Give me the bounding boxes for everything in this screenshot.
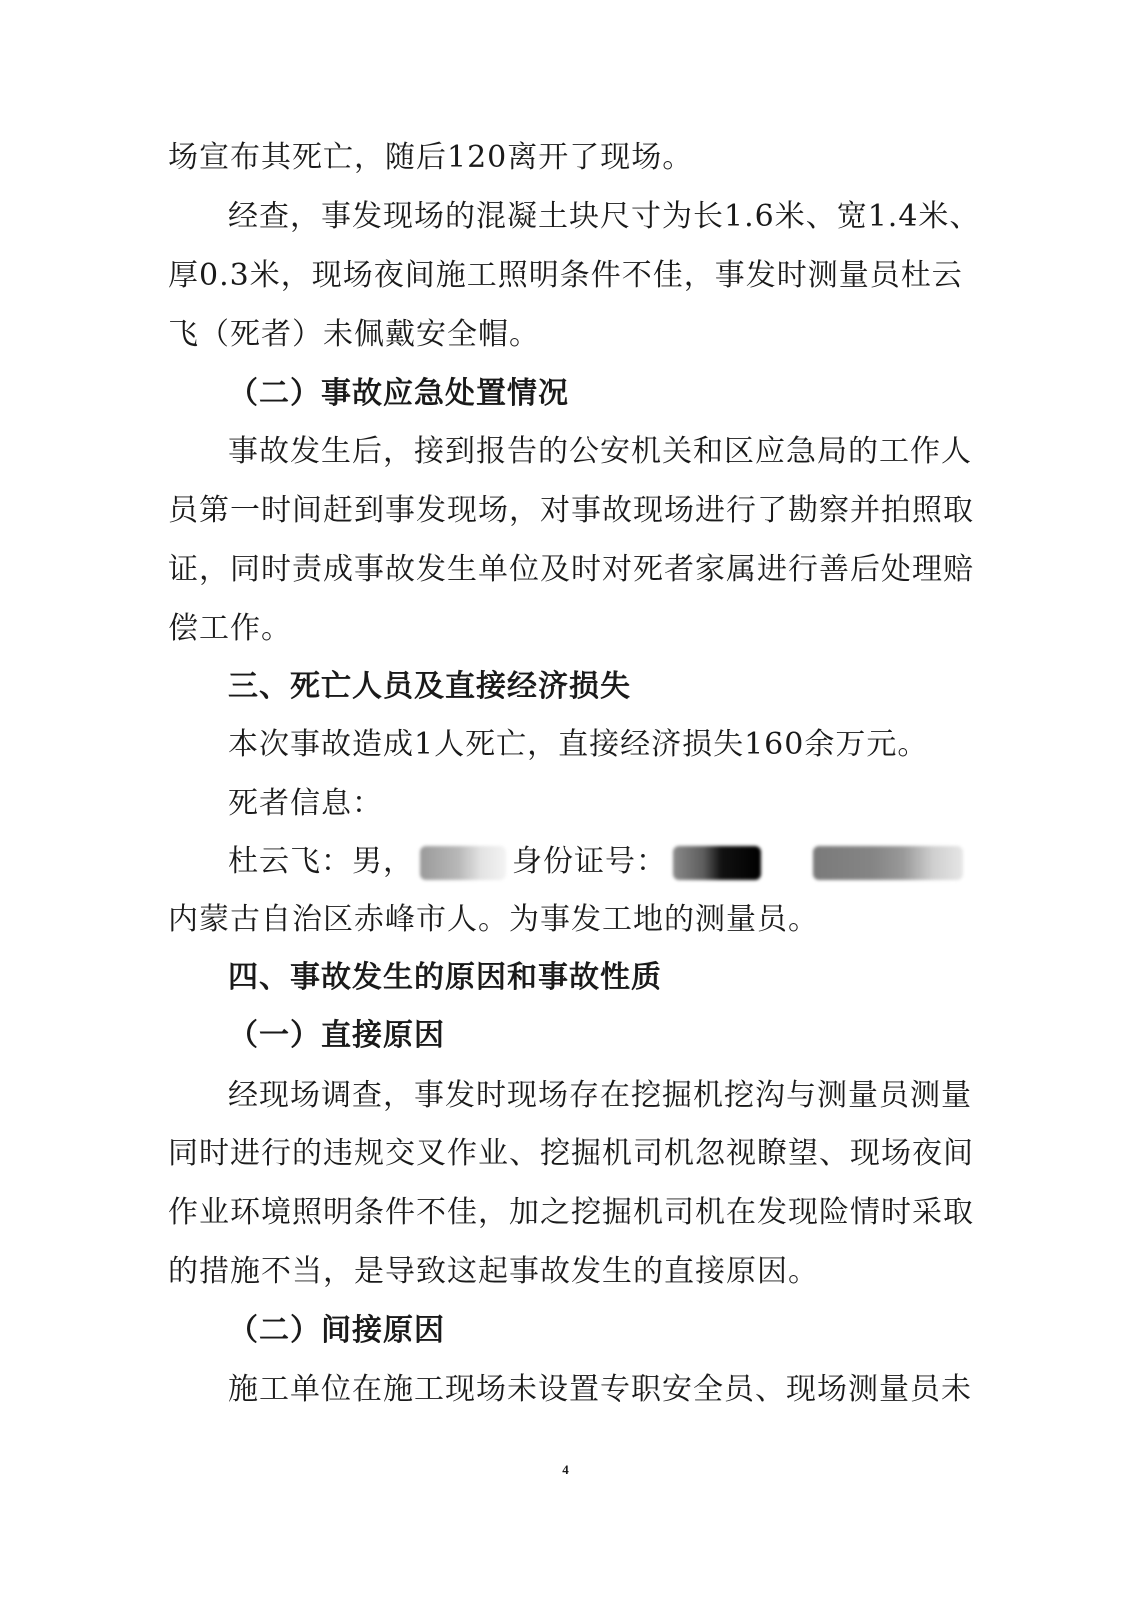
paragraph-line: 偿工作。 [168,611,292,646]
paragraph-line: 同时进行的违规交叉作业、挖掘机司机忽视瞭望、现场夜间 [168,1136,974,1171]
paragraph-line: 本次事故造成1人死亡，直接经济损失160余万元。 [228,727,929,762]
paragraph-line: 厚0.3米，现场夜间施工照明条件不佳，事发时测量员杜云 [168,258,963,293]
subsection-heading: （二）间接原因 [228,1313,445,1348]
paragraph-line: 飞（死者）未佩戴安全帽。 [168,317,540,352]
paragraph-line: 经现场调查，事发时现场存在挖掘机挖沟与测量员测量 [228,1078,972,1113]
paragraph-line: 事故发生后，接到报告的公安机关和区应急局的工作人 [228,434,972,469]
paragraph-line: 的措施不当，是导致这起事故发生的直接原因。 [168,1254,819,1289]
paragraph-line: 员第一时间赶到事发现场，对事故现场进行了勘察并拍照取 [168,493,974,528]
redacted-id-block [813,846,963,880]
paragraph-line: 施工单位在施工现场未设置专职安全员、现场测量员未 [228,1372,972,1407]
deceased-name-gender: 杜云飞：男， [228,844,414,879]
section-heading: 四、事故发生的原因和事故性质 [228,960,662,995]
paragraph-line: 内蒙古自治区赤峰市人。为事发工地的测量员。 [168,902,819,937]
redacted-age-block [420,846,506,880]
redacted-id-block [673,846,761,880]
deceased-info-line [228,842,1028,882]
paragraph-line: 经查，事发现场的混凝土块尺寸为长1.6米、宽1.4米、 [228,199,981,234]
paragraph-line: 死者信息： [228,786,383,821]
page-number: 4 [562,1462,569,1477]
paragraph-line: 作业环境照明条件不佳，加之挖掘机司机在发现险情时采取 [168,1195,974,1230]
id-number-label: 身份证号： [512,844,667,879]
paragraph-line: 场宣布其死亡，随后120离开了现场。 [168,140,694,175]
subsection-heading: （一）直接原因 [228,1018,445,1053]
paragraph-line: 证，同时责成事故发生单位及时对死者家属进行善后处理赔 [168,552,974,587]
subsection-heading: （二）事故应急处置情况 [228,376,569,411]
section-heading: 三、死亡人员及直接经济损失 [228,669,631,704]
